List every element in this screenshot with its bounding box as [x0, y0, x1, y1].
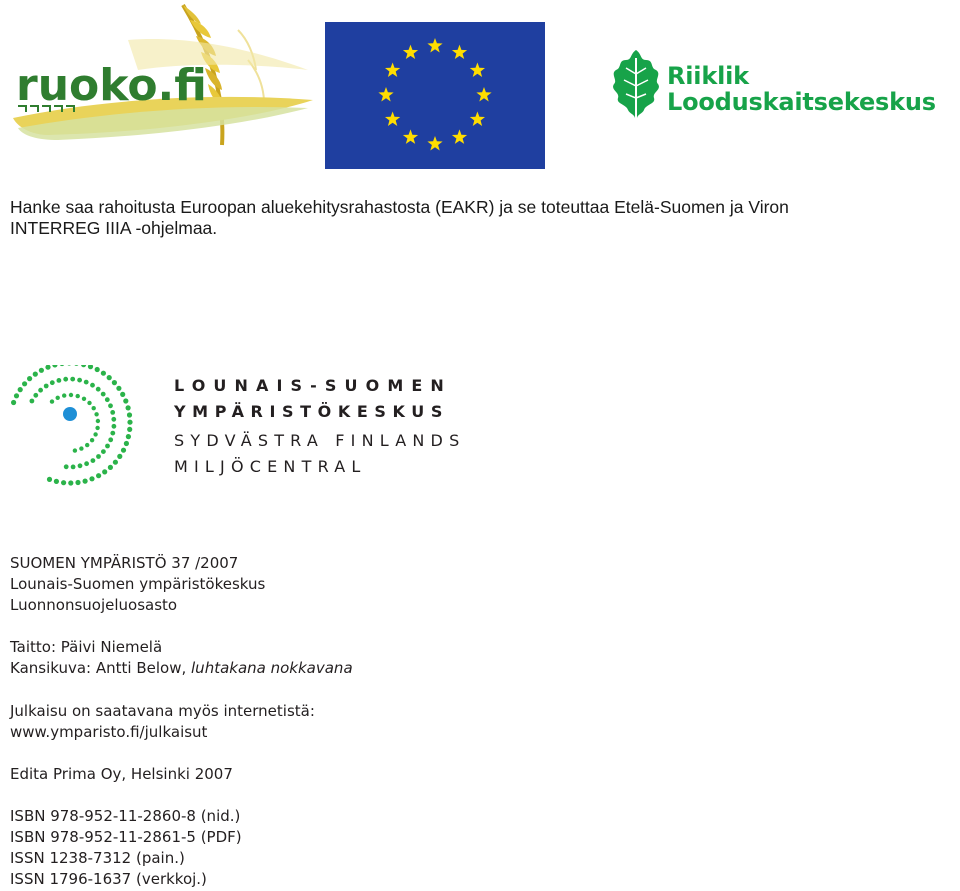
- ruoko-logo-text: ruoko.fi: [16, 60, 207, 111]
- orbit-dot: [121, 448, 126, 453]
- isbn-print: ISBN 978-952-11-2860-8 (nid.): [10, 807, 241, 825]
- orbit-dot: [94, 412, 98, 416]
- orbit-dot: [91, 458, 96, 463]
- orbit-dot: [96, 419, 100, 423]
- orbit-dot: [11, 400, 16, 405]
- orbit-dot: [82, 397, 86, 401]
- issn-web: ISSN 1796-1637 (verkkoj.): [10, 870, 207, 888]
- orbit-dot: [112, 380, 117, 385]
- oak-leaf-icon: [610, 48, 662, 124]
- orbit-dot: [75, 480, 80, 485]
- orbit-dot: [101, 371, 106, 376]
- orbit-dot: [101, 449, 106, 454]
- orbit-dot: [95, 426, 99, 430]
- orbit-dot: [57, 378, 62, 383]
- eu-flag-icon: [325, 22, 545, 169]
- funding-statement: Hanke saa rahoitusta Euroopan aluekehitysrahastosta (EAKR) ja se toteuttaa Etelä-Suomen ja Viron INTERREG IIIA -ohjelmaa.: [10, 197, 789, 238]
- orbit-dot: [59, 365, 64, 366]
- lsy-center-dot: [63, 407, 77, 421]
- orbit-dot: [84, 461, 89, 466]
- orbit-dot: [18, 387, 23, 392]
- orbit-dot: [101, 392, 106, 397]
- printer-line: Edita Prima Oy, Helsinki 2007: [10, 765, 233, 783]
- orbit-dot: [105, 444, 110, 449]
- orbit-dot: [63, 377, 68, 382]
- lsy-logo-line2: YMPÄRISTÖKESKUS: [174, 402, 449, 421]
- orbit-dot: [78, 463, 83, 468]
- orbit-dot: [96, 454, 101, 459]
- orbit-dot: [95, 367, 100, 372]
- orbit-dot: [33, 372, 38, 377]
- orbit-dot: [38, 388, 43, 393]
- orbit-dot: [85, 443, 89, 447]
- orbit-dot: [76, 394, 80, 398]
- orbit-dot: [27, 376, 32, 381]
- orbit-dot: [69, 393, 73, 397]
- orbit-dot: [102, 469, 107, 474]
- orbit-dot: [61, 480, 66, 485]
- orbit-dot: [62, 393, 66, 397]
- orbit-dot: [83, 479, 88, 484]
- layout-credit: Taitto: Päivi Niemelä: [10, 638, 163, 656]
- orbit-dot: [47, 477, 52, 482]
- orbit-dot: [108, 437, 113, 442]
- orbit-dot: [74, 365, 79, 366]
- orbit-dot: [96, 473, 101, 478]
- isbn-pdf: ISBN 978-952-11-2861-5 (PDF): [10, 828, 242, 846]
- orbit-dot: [22, 381, 27, 386]
- orbit-dot: [113, 460, 118, 465]
- orbit-dot: [90, 438, 94, 442]
- orbit-dot: [70, 377, 75, 382]
- orbit-dot: [50, 399, 54, 403]
- orbit-dot: [112, 424, 117, 429]
- orbit-dot: [110, 410, 115, 415]
- orbit-dot: [71, 465, 76, 470]
- orbit-dot: [105, 397, 110, 402]
- department-line: Luonnonsuojeluosasto: [10, 596, 178, 614]
- orbit-dot: [33, 393, 38, 398]
- rmk-logo-line1: Riiklik: [667, 62, 749, 90]
- rmk-logo: [610, 48, 955, 124]
- orbit-dot: [108, 403, 113, 408]
- publisher-line: Lounais-Suomen ympäristökeskus: [10, 575, 266, 593]
- orbit-dot: [123, 398, 128, 403]
- orbit-dot: [81, 365, 86, 367]
- orbit-dot: [127, 412, 132, 417]
- orbit-dot: [108, 465, 113, 470]
- cover-credit-caption: luhtakana nokkavana: [191, 659, 353, 677]
- issn-print: ISSN 1238-7312 (pain.): [10, 849, 185, 867]
- orbit-dot: [14, 393, 19, 398]
- lsy-logo-line1: LOUNAIS-SUOMEN: [174, 376, 452, 395]
- orbit-dot: [124, 441, 129, 446]
- orbit-dot: [79, 446, 83, 450]
- cover-credit-label: Kansikuva: Antti Below,: [10, 659, 192, 677]
- orbit-dot: [127, 427, 132, 432]
- orbit-dot: [89, 476, 94, 481]
- dotted-orbit-icon: [4, 365, 146, 489]
- orbit-dot: [45, 365, 50, 370]
- orbit-dot: [120, 392, 125, 397]
- online-url: www.ymparisto.fi/julkaisut: [10, 723, 208, 741]
- orbit-dot: [92, 406, 96, 410]
- orbit-dot: [84, 380, 89, 385]
- orbit-dot: [93, 432, 97, 436]
- orbit-dot: [39, 368, 44, 373]
- orbit-dot: [126, 434, 131, 439]
- orbit-dot: [50, 380, 55, 385]
- orbit-dot: [30, 399, 35, 404]
- online-availability: Julkaisu on saatavana myös internetistä:: [10, 702, 315, 720]
- orbit-dot: [56, 396, 60, 400]
- cover-credit: [10, 658, 353, 679]
- orbit-dot: [96, 387, 101, 392]
- orbit-dot: [73, 448, 77, 452]
- ruoko-logo: [8, 0, 318, 150]
- orbit-dot: [67, 365, 72, 366]
- lsy-logo-line4: MILJÖCENTRAL: [174, 457, 367, 476]
- orbit-dot: [110, 431, 115, 436]
- orbit-dot: [117, 454, 122, 459]
- orbit-dot: [68, 480, 73, 485]
- orbit-dot: [44, 384, 49, 389]
- orbit-dot: [107, 375, 112, 380]
- orbit-dot: [88, 365, 93, 369]
- orbit-dot: [126, 405, 131, 410]
- orbit-dot: [52, 365, 57, 368]
- orbit-dot: [54, 479, 59, 484]
- orbit-dot: [127, 420, 132, 425]
- rmk-logo-line2: Looduskaitsekeskus: [667, 88, 936, 116]
- orbit-dot: [77, 378, 82, 383]
- series-line: SUOMEN YMPÄRISTÖ 37 /2007: [10, 554, 239, 572]
- orbit-dot: [116, 386, 121, 391]
- orbit-dot: [64, 464, 69, 469]
- orbit-dot: [90, 383, 95, 388]
- lsy-logo-line3: SYDVÄSTRA FINLANDS: [174, 431, 466, 450]
- orbit-dot: [111, 417, 116, 422]
- orbit-dot: [87, 401, 91, 405]
